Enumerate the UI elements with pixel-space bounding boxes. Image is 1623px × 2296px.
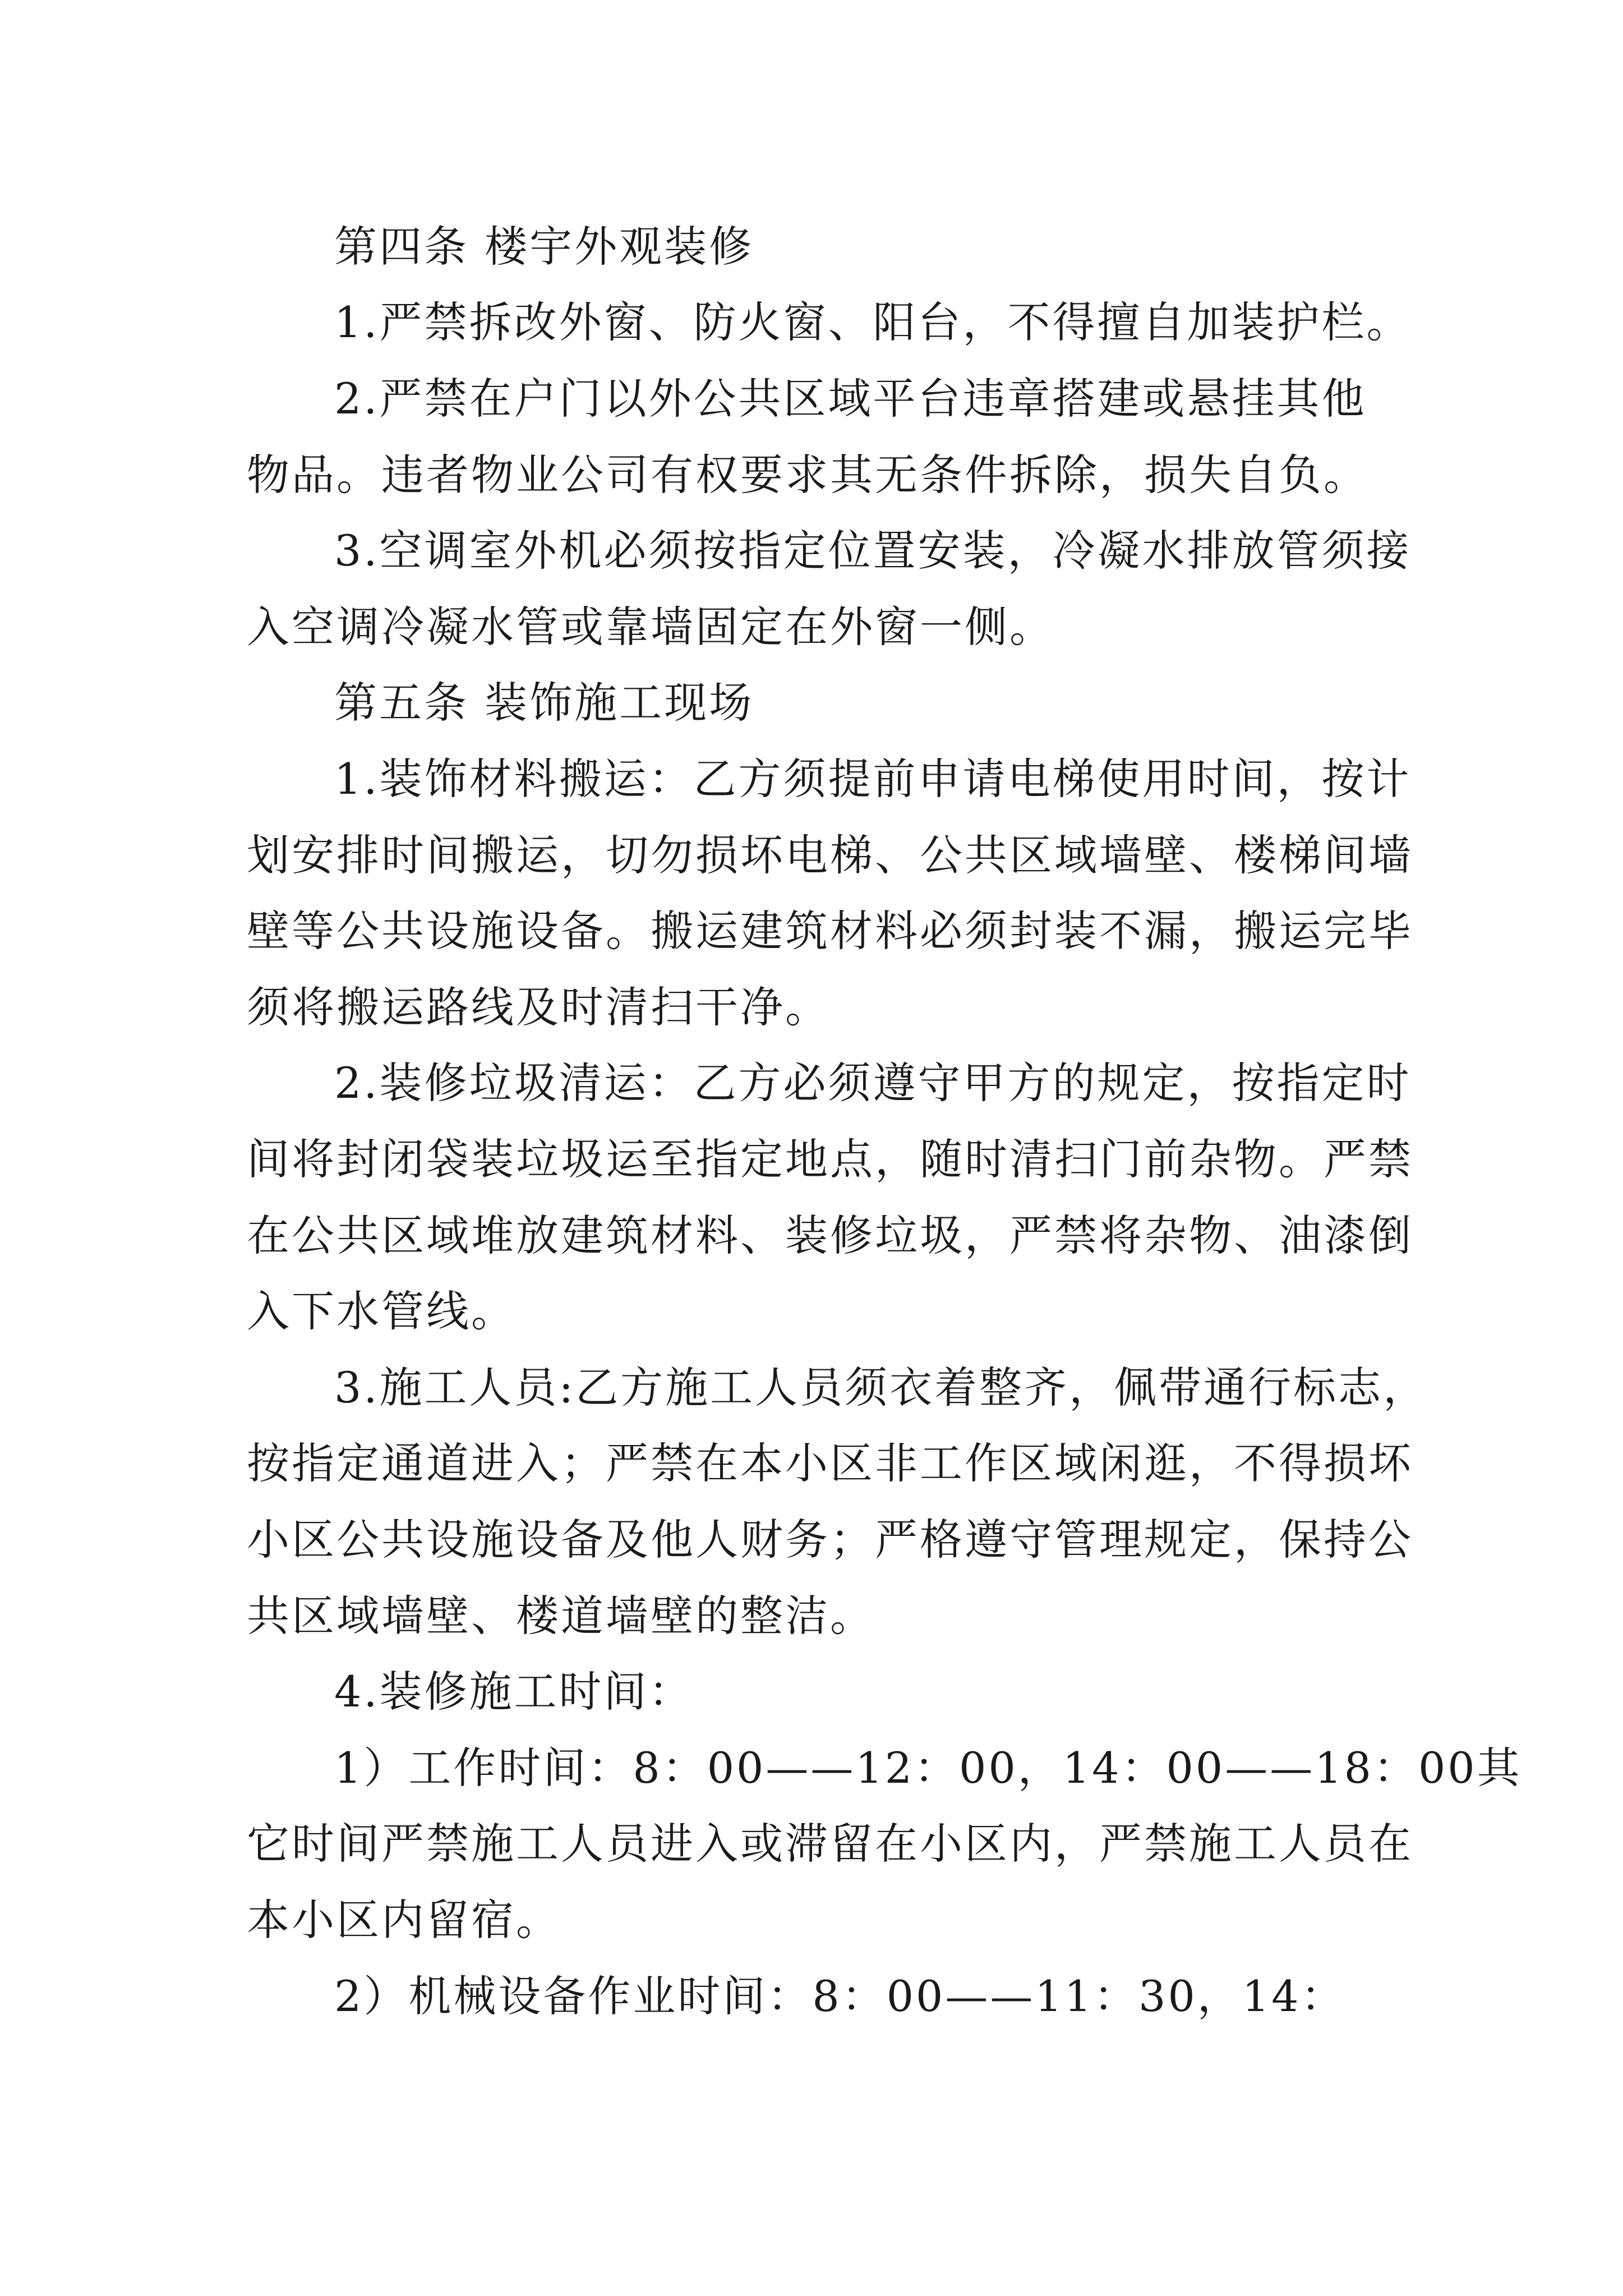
paragraph-line: 2）机械设备作业时间：8：00——11：30，14：: [334, 1971, 1346, 2021]
paragraph-line: 按指定通道进入；严禁在本小区非工作区域闲逛，不得损坏: [247, 1438, 1413, 1488]
paragraph-line: 在公共区域堆放建筑材料、装修垃圾，严禁将杂物、油漆倒: [247, 1211, 1413, 1260]
paragraph-line: 2.装修垃圾清运：乙方必须遵守甲方的规定，按指定时: [334, 1058, 1412, 1108]
paragraph-line: 间将封闭袋装垃圾运至指定地点，随时清扫门前杂物。严禁: [247, 1134, 1413, 1184]
paragraph-line: 共区域墙壁、楼道墙壁的整洁。: [247, 1591, 875, 1641]
paragraph-line: 2.严禁在户门以外公共区域平台违章搭建或悬挂其他: [334, 374, 1367, 424]
paragraph-line: 1.严禁拆改外窗、防火窗、阳台，不得擅自加装护栏。: [334, 297, 1412, 347]
paragraph-line: 壁等公共设施设备。搬运建筑材料必须封装不漏，搬运完毕: [247, 906, 1413, 956]
paragraph-line: 4.装修施工时间：: [334, 1667, 694, 1717]
paragraph-line: 划安排时间搬运，切勿损坏电梯、公共区域墙壁、楼梯间墙: [247, 830, 1413, 880]
paragraph-line: 1.装饰材料搬运：乙方须提前申请电梯使用时间，按计: [334, 754, 1412, 804]
paragraph-line: 它时间严禁施工人员进入或滞留在小区内，严禁施工人员在: [247, 1819, 1413, 1869]
paragraph-line: 入空调冷凝水管或靠墙固定在外窗一侧。: [247, 602, 1054, 652]
paragraph-line: 1）工作时间：8：00——12：00，14：00——18：00其: [334, 1743, 1522, 1793]
article-5-heading: 第五条 装饰施工现场: [334, 678, 754, 728]
article-4-heading: 第四条 楼宇外观装修: [334, 222, 754, 272]
paragraph-line: 小区公共设施设备及他人财务；严格遵守管理规定，保持公: [247, 1515, 1413, 1565]
paragraph-line: 3.空调室外机必须按指定位置安装，冷凝水排放管须接: [334, 526, 1412, 576]
paragraph-line: 入下水管线。: [247, 1286, 516, 1336]
paragraph-line: 物品。违者物业公司有权要求其无条件拆除，损失自负。: [247, 450, 1368, 500]
paragraph-line: 3.施工人员:乙方施工人员须衣着整齐，佩带通行标志，: [334, 1363, 1428, 1412]
paragraph-line: 须将搬运路线及时清扫干净。: [247, 982, 830, 1032]
paragraph-line: 本小区内留宿。: [247, 1895, 561, 1945]
